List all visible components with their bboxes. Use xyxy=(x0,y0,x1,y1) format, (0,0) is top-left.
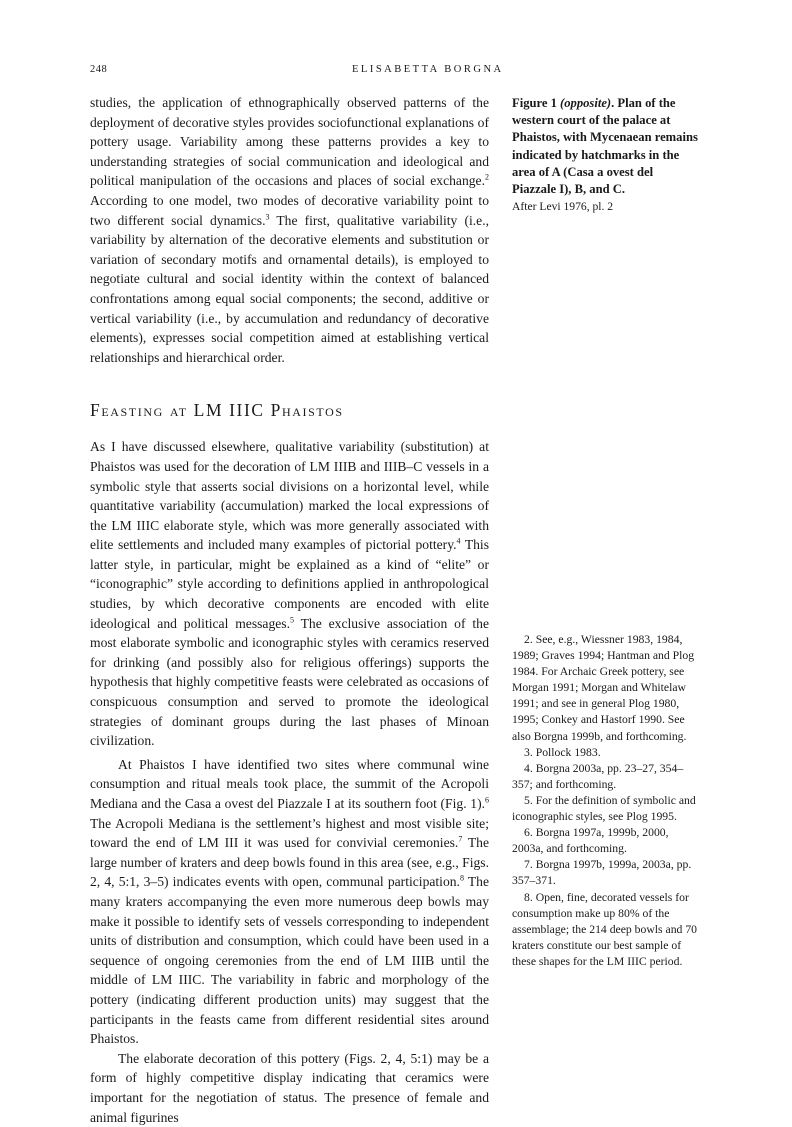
footnote-ref: 3 xyxy=(265,212,270,222)
paragraph-text: The many kraters accompanying the even more numerous deep bowls may make it possible to identify sets of vessels corresponding to independent units of distribution and consumption, which could have been used in a sequence of ongoing ceremonies from the end of LM IIIB until the middle of LM IIIC. The variability in fabric and morphology of the pottery (indicating different production units) may suggest that the participants in the feasts came from different residential sites around Phaistos. xyxy=(90,874,489,1047)
paragraph-text: studies, the application of ethnographically observed patterns of the deployment of decorative styles provides sociofunctional explanations of pottery usage. Variability among these patterns provides a key to understanding strategies of social communication and ideological and political manipulation of the occasions and places of social exchange. xyxy=(90,95,489,189)
paragraph-text: The first, qualitative variability (i.e., variability by alternation of the decorative elements and substitution or variation of secondary motifs and ornamental details), is employed to negotiate cultural and social identity within the context of balanced confrontations among equal social components; the second, additive or vertical variability (i.e., by accumulation and redundancy of decorative elements), expresses social competition aimed at establishing vertical relationships and hierarchical order. xyxy=(90,212,490,365)
caption-opposite: (opposite) xyxy=(560,96,612,110)
body-paragraph xyxy=(90,437,489,751)
footnote-ref: 6 xyxy=(485,795,489,805)
figure-caption xyxy=(512,95,700,215)
footnotes xyxy=(512,632,702,970)
footnote-ref: 7 xyxy=(458,834,463,844)
footnote-ref: 4 xyxy=(456,536,461,546)
footnote-ref: 5 xyxy=(289,615,294,625)
footnote: 2. See, e.g., Wiessner 1983, 1984, 1989; Graves 1994; Hantman and Plog 1984. For Archaic Greek pottery, see Morgan 1991; Morgan and Whitelaw 1991; and see in general Plog 1980, 1995; Conkey and Hastorf 1990. See also Borgna 1999b, and forthcoming. xyxy=(512,633,695,743)
body-paragraph xyxy=(90,93,489,367)
caption-text xyxy=(512,96,698,196)
footnote: 7. Borgna 1997b, 1999a, 2003a, pp. 357–371. xyxy=(512,858,692,888)
paragraph-text: According to one model, two modes of decorative variability point to two different social dynamics. xyxy=(90,192,489,228)
main-text-column xyxy=(90,93,489,1127)
footnote: 6. Borgna 1997a, 1999b, 2000, 2003a, and forthcoming. xyxy=(512,826,669,856)
paragraph-text: This latter style, in particular, might be explained as a kind of “elite” or “iconographic” style according to definitions applied in anthropological studies, by which decorative components are encoded with elite ideological and political messages. xyxy=(90,537,489,631)
paragraph-text: At Phaistos I have identified two sites where communal wine consumption and ritual meals took place, the summit of the Acropoli Mediana and the Casa a ovest del Piazzale I at its southern foot (Fig. 1). xyxy=(90,756,489,811)
page-number: 248 xyxy=(90,64,108,75)
paragraph-text: The Acropoli Mediana is the settlement’s highest and most visible site; toward the end of LM III it was used for convivial ceremonies. xyxy=(90,815,489,851)
footnote: 3. Pollock 1983. xyxy=(524,745,601,759)
footnote-ref: 8 xyxy=(459,873,464,883)
footnote: 4. Borgna 2003a, pp. 23–27, 354–357; and forthcoming. xyxy=(512,761,684,791)
caption-source: After Levi 1976, pl. 2 xyxy=(512,200,614,214)
caption-body: . Plan of the western court of the palace at Phaistos, with Mycenaean remains indicated by hatchmarks in the area of A (Casa a ovest del Piazzale I), B, and C. xyxy=(512,96,698,197)
paragraph-text: The exclusive association of the most elaborate symbolic and iconographic styles with ceramics reserved for drinking (and possibly also for religious offerings) supports the hypothesis that highly competitive feasts were celebrated as occasions of conspicuous consumption and served to promote the ideological strategies of dominant groups during the last phases of Minoan civilization. xyxy=(90,615,489,749)
footnote: 8. Open, fine, decorated vessels for consumption make up 80% of the assemblage; the 214 deep bowls and 70 kraters constitute our best sample of these shapes for the LM IIIC period. xyxy=(512,890,698,968)
paragraph-text: As I have discussed elsewhere, qualitative variability (substitution) at Phaistos was used for the decoration of LM IIIB and IIIB–C vessels in a symbolic style that asserts social divisions on a horizontal level, while quantitative variability (accumulation) marked the local expressions of the LM IIIC elaborate style, which was more generally associated with elite settlements and included many examples of pictorial pottery. xyxy=(90,439,489,553)
paragraph-text: The large number of kraters and deep bowls found in this area (see, e.g., Figs. 2, 4, 5:1, 3–5) indicates events with open, communal participation. xyxy=(90,835,489,890)
section-heading: Feasting at LM IIIC Phaistos xyxy=(90,400,344,421)
caption-label: Figure 1 xyxy=(512,96,561,110)
running-head-author: ELISABETTA BORGNA xyxy=(352,64,504,75)
footnote: 5. For the definition of symbolic and iconographic styles, see Plog 1995. xyxy=(512,793,696,824)
body-paragraph: The elaborate decoration of this pottery (Figs. 2, 4, 5:1) may be a form of highly competitive display indicating that ceramics were important for the negotiation of status. The presence of female and animal figurines xyxy=(90,1050,489,1125)
footnote-ref: 2 xyxy=(485,172,489,182)
body-paragraph xyxy=(90,755,489,1049)
